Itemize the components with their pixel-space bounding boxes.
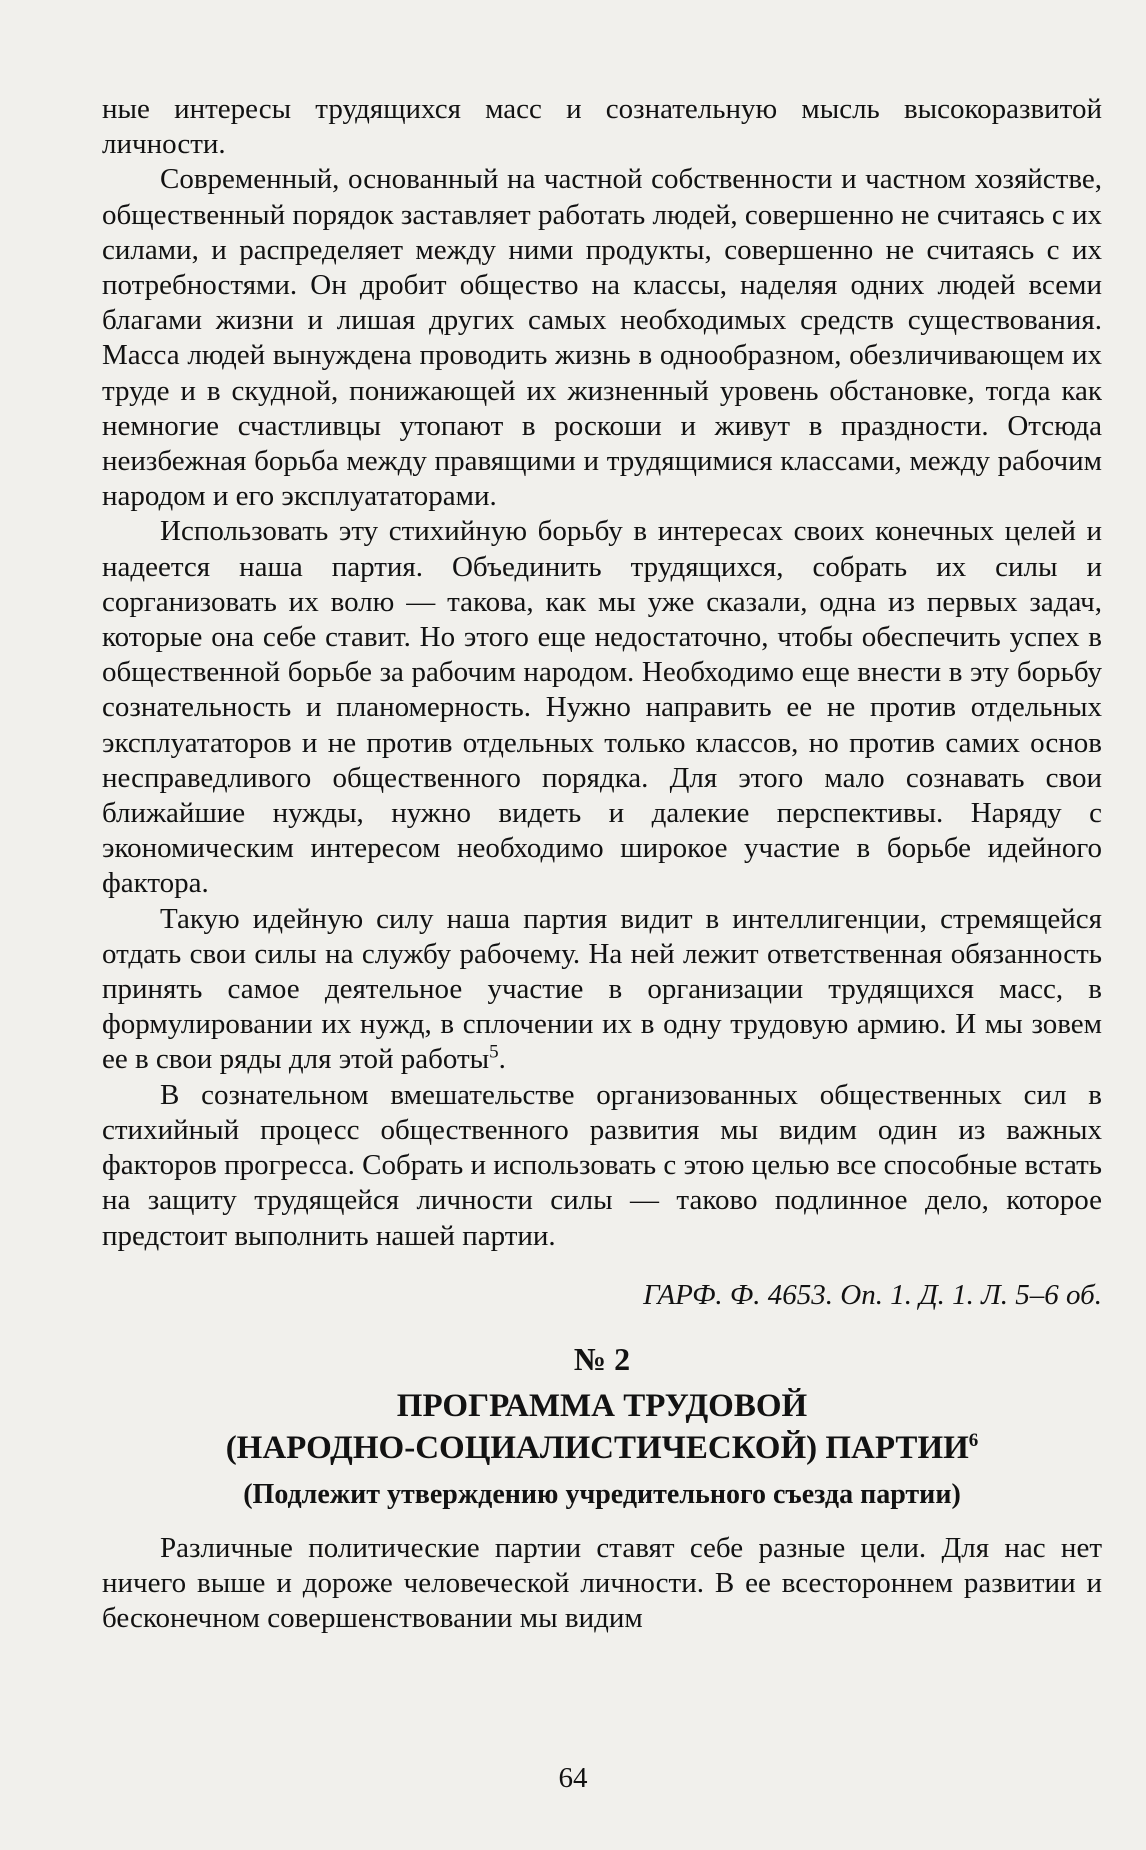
footnote-marker-6: 6 [968,1429,979,1451]
document-number: № 2 [573,1340,631,1377]
paragraph-intelligentsia-end: . [498,1043,506,1076]
page-number: 64 [558,1762,588,1794]
paragraph-struggle: Использовать эту стихийную борьбу в интересах своих конечных целей и надеется наша партия. Объединить трудящихся, собрать их силы и сорганизовать их волю — такова, как мы уже сказали, одна из первых задач, которые она себе ставит. Но этого еще недостаточно, чтобы обеспечить успех в общественной борьбе за рабочим народом. Необходимо еще внести в эту борьбу сознательность и планомерность. Нужно направить ее не против отдельных эксплуататоров и не против отдельных только классов, но против самих основ несправедливого общественного порядка. Для этого мало сознавать свои ближайшие нужды, нужно видеть и далекие перспективы. Наряду с экономическим интересом необходимо широкое участие в борьбе идейного фактора. [102,515,1102,900]
footnote-marker-5: 5 [489,1041,499,1063]
paragraph-intelligentsia [102,902,1102,1078]
paragraph-progress: В сознательном вмешательстве организованных общественных сил в стихийный процесс общественного развития мы видим один из важных факторов прогресса. Собрать и использовать с этою целью все способные встать на защиту трудящейся личности силы — таково подлинное дело, которое предстоит выполнить нашей партии. [102,1078,1102,1252]
page-body [102,92,1102,1636]
paragraph-continuation: ные интересы трудящихся масс и сознательную мысль высокоразвитой личности. [102,93,1102,161]
archive-source-citation: ГАРФ. Ф. 4653. Оп. 1. Д. 1. Л. 5–6 об. [643,1278,1102,1311]
document-title-line1: ПРОГРАММА ТРУДОВОЙ [396,1387,808,1424]
paragraph-program-start: Различные политические партии ставят себе разные цели. Для нас нет ничего выше и дороже человеческой личности. В ее всестороннем развитии и бесконечном совершенствовании мы видим [102,1531,1102,1635]
document-subtitle: (Подлежит утверждению учредительного съезда партии) [243,1478,961,1510]
document-title [102,1385,1102,1469]
paragraph-social-order: Современный, основанный на частной собственности и частном хозяйстве, общественный порядок заставляет работать людей, совершенно не считаясь с их силами, и распределяет между ними продукты, совершенно не считаясь с их потребностями. Он дробит общество на классы, наделяя одних людей всеми благами жизни и лишая других самых необходимых средств существования. Масса людей вынуждена проводить жизнь в однообразном, обезличивающем их труде и в скудной, понижающей их жизненный уровень обстановке, тогда как немногие счастливцы утопают в роскоши и живут в праздности. Отсюда неизбежная борьба между правящими и трудящимися классами, между рабочим народом и его эксплуататорами. [102,163,1102,513]
paragraph-intelligentsia-text: Такую идейную силу наша партия видит в интеллигенции, стремящейся отдать свои силы на службу рабочему. На ней лежит ответственная обязанность принять самое деятельное участие в организации трудящихся масс, в формулировании их нужд, в сплочении их в одну трудовую армию. И мы зовем ее в свои ряды для этой работы [102,902,1102,1076]
document-title-line2: (НАРОДНО-СОЦИАЛИСТИЧЕСКОЙ) ПАРТИИ [225,1429,969,1466]
